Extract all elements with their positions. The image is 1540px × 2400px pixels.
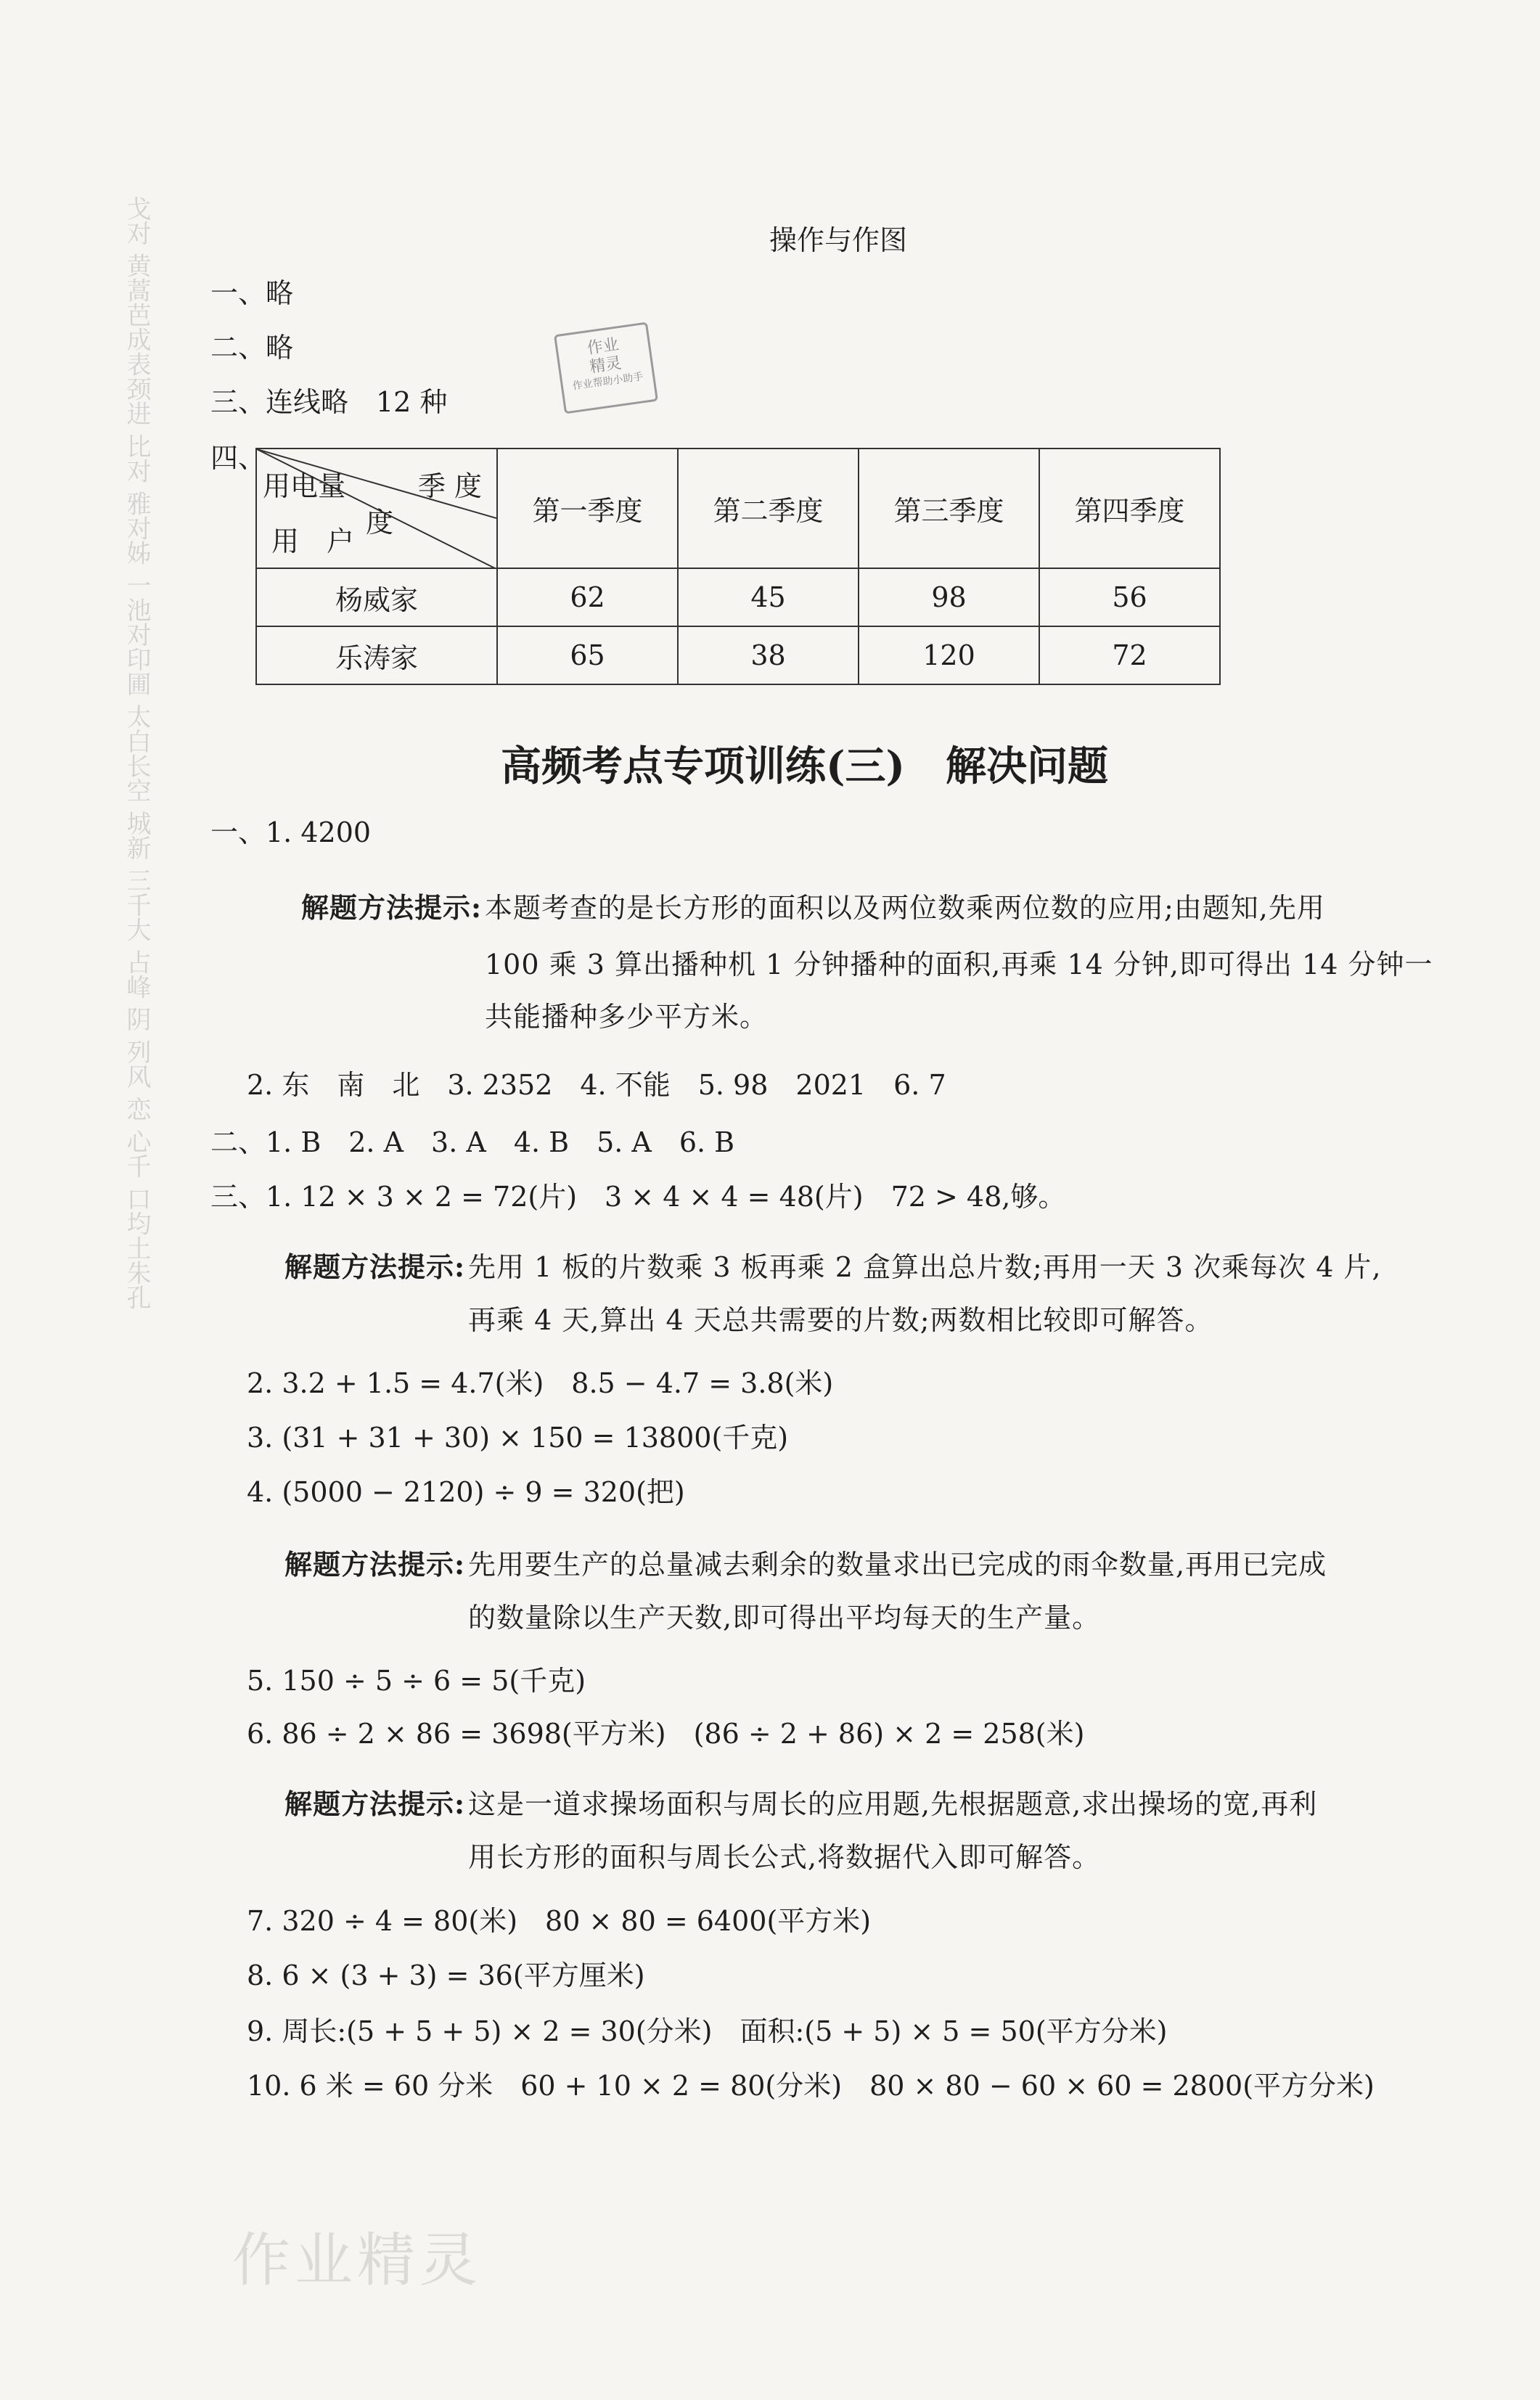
- hint3-line1: 先用要生产的总量减去剩余的数量求出已完成的雨伞数量,再用已完成: [468, 1549, 1327, 1581]
- stamp-line-3: 作业帮助小助手: [572, 371, 644, 393]
- hint2-line1: 先用 1 板的片数乘 3 板再乘 2 盒算出总片数;再用一天 3 次乘每次 4 片,: [468, 1251, 1382, 1283]
- table-cell: 56: [1039, 568, 1220, 626]
- diag-label-usage: 用电量: [263, 470, 346, 502]
- diag-label-household: 用 户: [271, 525, 355, 557]
- table-header-row: [256, 449, 1220, 568]
- stamp-line-1: 作业: [586, 335, 620, 359]
- hint3-line2: 的数量除以生产天数,即可得出平均每天的生产量。: [468, 1602, 1101, 1634]
- hint1-line3: 共能播种多少平方米。: [485, 1001, 769, 1033]
- header-q3: 第三季度: [859, 449, 1039, 568]
- table-cell: 120: [859, 626, 1039, 684]
- table-cell: 72: [1039, 626, 1220, 684]
- header-q2: 第二季度: [678, 449, 859, 568]
- table-cell: 62: [497, 568, 678, 626]
- ops-q4-label: 四、: [210, 442, 266, 474]
- table-row: [256, 568, 1220, 626]
- ops-title: 操作与作图: [769, 224, 908, 256]
- p3-q2: 2. 3.2 + 1.5 = 4.7(米) 8.5 − 4.7 = 3.8(米): [247, 1367, 834, 1399]
- diag-label-unit: 度: [366, 507, 394, 538]
- p3-q9: 9. 周长:(5 + 5 + 5) × 2 = 30(分米) 面积:(5 + 5) × 5 = 50(平方分米): [247, 2015, 1168, 2047]
- p3-q1: 三、1. 12 × 3 × 2 = 72(片) 3 × 4 × 4 = 48(片) 72 > 48,够。: [210, 1181, 1066, 1213]
- ops-q3: 三、连线略 12 种: [210, 386, 448, 418]
- hint4-line2: 用长方形的面积与周长公式,将数据代入即可解答。: [468, 1841, 1101, 1873]
- hint4-line1: 这是一道求操场面积与周长的应用题,先根据题意,求出操场的宽,再利: [468, 1788, 1318, 1820]
- header-q1: 第一季度: [497, 449, 678, 568]
- ops-q1: 一、略: [210, 277, 294, 309]
- p3-q6: 6. 86 ÷ 2 × 86 = 3698(平方米) (86 ÷ 2 + 86) × 2 = 258(米): [247, 1718, 1085, 1750]
- hint1-line1: 本题考查的是长方形的面积以及两位数乘两位数的应用;由题知,先用: [485, 892, 1325, 924]
- table-row: [256, 626, 1220, 684]
- hint-label: 解题方法提示:: [284, 1787, 466, 1820]
- table-cell: 65: [497, 626, 678, 684]
- table-diagonal-header: [256, 449, 497, 568]
- p1-q2-6: 2. 东 南 北 3. 2352 4. 不能 5. 98 2021 6. 7: [247, 1069, 946, 1101]
- table-cell: 45: [678, 568, 859, 626]
- p3-q8: 8. 6 × (3 + 3) = 36(平方厘米): [247, 1959, 645, 1991]
- section-title: 高频考点专项训练(三) 解决问题: [501, 742, 1108, 790]
- diag-label-season: 季 度: [417, 470, 482, 502]
- hint2-line2: 再乘 4 天,算出 4 天总共需要的片数;两数相比较即可解答。: [468, 1304, 1213, 1336]
- hint1-line2: 100 乘 3 算出播种机 1 分钟播种的面积,再乘 14 分钟,即可得出 14 分钟一: [485, 949, 1433, 980]
- p3-q4: 4. (5000 − 2120) ÷ 9 = 320(把): [247, 1476, 685, 1508]
- electricity-usage-table: [255, 448, 1221, 685]
- ops-q2: 二、略: [210, 332, 294, 364]
- p3-q7: 7. 320 ÷ 4 = 80(米) 80 × 80 = 6400(平方米): [247, 1905, 872, 1937]
- table-cell: 98: [859, 568, 1039, 626]
- margin-faded-text: 戈对 黄蒿芭成表颈进 比对 雅对姊 一池对印圃 太白长空 城新 三千大 占峰 阴 列风 恋 心千 口均土朱孔: [122, 196, 151, 1310]
- hint-label: 解题方法提示:: [284, 1548, 466, 1581]
- p3-q10: 10. 6 米 = 60 分米 60 + 10 × 2 = 80(分米) 80 × 80 − 60 × 60 = 2800(平方分米): [247, 2070, 1375, 2102]
- watermark: 作业精灵: [232, 2227, 482, 2294]
- stamp-logo: [554, 321, 658, 414]
- header-q4: 第四季度: [1039, 449, 1220, 568]
- hint-label: 解题方法提示:: [301, 891, 483, 924]
- p1-q1: 一、1. 4200: [210, 816, 372, 848]
- p3-q3: 3. (31 + 31 + 30) × 150 = 13800(千克): [247, 1422, 789, 1454]
- row-name: 杨威家: [256, 568, 497, 626]
- row-name: 乐涛家: [256, 626, 497, 684]
- stamp-line-2: 精灵: [588, 354, 623, 377]
- p2-answers: 二、1. B 2. A 3. A 4. B 5. A 6. B: [210, 1126, 735, 1158]
- table-cell: 38: [678, 626, 859, 684]
- hint-label: 解题方法提示:: [284, 1250, 466, 1283]
- p3-q5: 5. 150 ÷ 5 ÷ 6 = 5(千克): [247, 1665, 586, 1697]
